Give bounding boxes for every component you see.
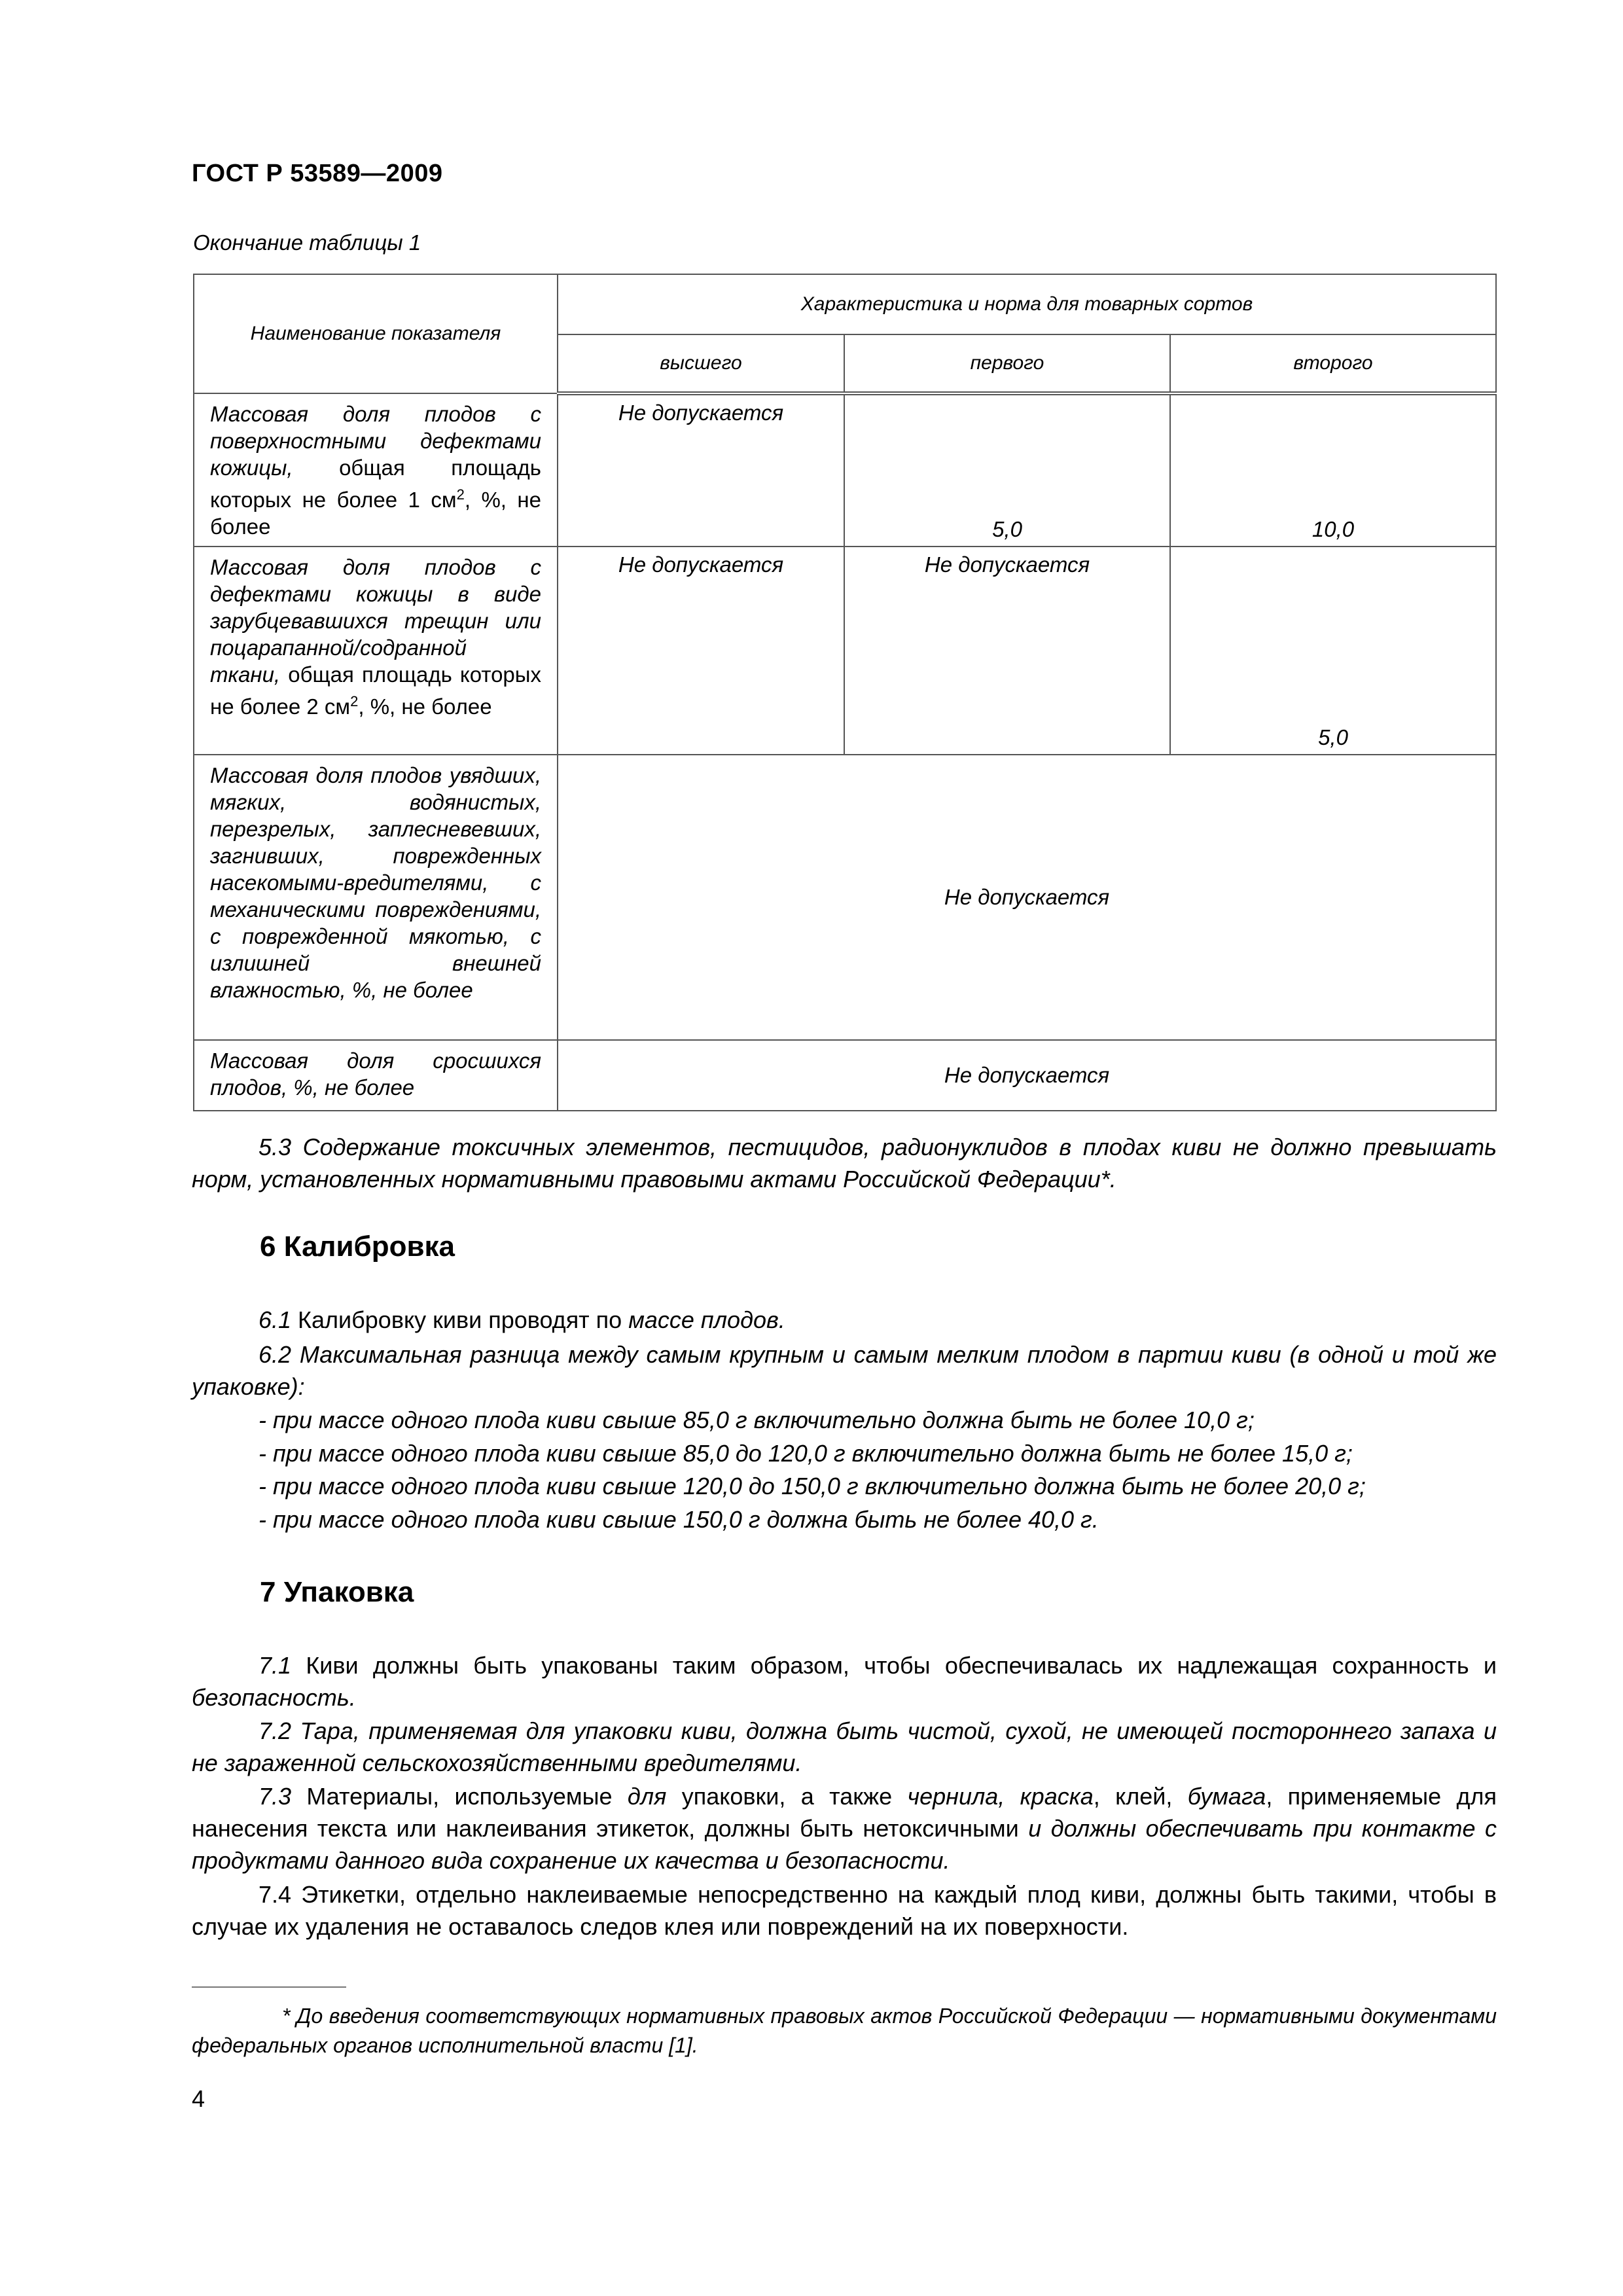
norm-cell: 10,0 (1170, 393, 1496, 547)
page-number: 4 (192, 2085, 205, 2112)
indicator-name: Массовая доля сросшихся плодов, %, не более (194, 1040, 558, 1111)
grade-header-second: второго (1170, 334, 1496, 393)
grade-header-premium: высшего (558, 334, 844, 393)
indicator-name: Массовая доля плодов увядших, мягких, водянистых, перезрелых, заплесневевших, загнивших, поврежденных насекомыми-вредителями, с механическими повреждениями, с поврежденной мякотью, с излишней внешней влажностью, %, не более (194, 755, 558, 1040)
table-row (194, 755, 1496, 1040)
norm-cell: Не допускается (558, 547, 844, 755)
table-row (194, 1040, 1496, 1111)
indicator-name: Массовая доля плодов с дефектами кожицы в виде зарубцевавшихся трещин или поцарапанной/содранной ткани, общая площадь которых не более 2 $см^2$, %, не более (194, 547, 558, 755)
norm-cell: 5,0 (844, 393, 1170, 547)
grade-header-first: первого (844, 334, 1170, 393)
indicator-name: Массовая доля плодов с поверхностными дефектами кожицы, общая площадь которых не более 1 $см^2$, %, не более (194, 393, 558, 547)
table-row (194, 547, 1496, 755)
column-group-header: Характеристика и норма для товарных сортов (558, 274, 1496, 334)
footnote: * До введения соответствующих нормативных правовых актов Российской Федерации — нормативными документами федеральных органов исполнительной власти [1]. (192, 2004, 1497, 2057)
norm-cell-merged: Не допускается (558, 755, 1496, 1040)
document-code: ГОСТ Р 53589—2009 (192, 160, 443, 187)
paragraph-7-2: 7.2 Тара, применяемая для упаковки киви, должна быть чистой, сухой, не имеющей постороннего запаха и не зараженной сельскохозяйственными вредителями. (192, 1717, 1497, 1776)
paragraph-6-2: 6.2 Максимальная разница между самым крупным и самым мелким плодом в партии киви (в одной и той же упаковке): (192, 1341, 1497, 1400)
table-caption: Окончание таблицы 1 (193, 230, 421, 255)
list-item: - при массе одного плода киви свыше 150,0 г должна быть не более 40,0 г. (259, 1506, 1099, 1533)
quality-norms-table (193, 274, 1497, 1111)
norm-cell-merged: Не допускается (558, 1040, 1496, 1111)
footnote-separator (192, 1986, 346, 1988)
list-item: - при массе одного плода киви свыше 120,0 до 150,0 г включительно должна быть не более 20,0 г; (259, 1473, 1366, 1499)
section-heading-packaging: 7 Упаковка (260, 1576, 414, 1608)
paragraph-7-4: 7.4 Этикетки, отдельно наклеиваемые непосредственно на каждый плод киви, должны быть такими, чтобы в случае их удаления не оставалось следов клея или повреждений на их поверхности. (192, 1881, 1497, 1940)
paragraph-5-3: 5.3 Содержание токсичных элементов, пестицидов, радионуклидов в плодах киви не должно превышать норм, установленных нормативными правовыми актами Российской Федерации*. (192, 1134, 1497, 1193)
paragraph-6-1: 6.1 Калибровку киви проводят по массе плодов. (259, 1306, 785, 1333)
paragraph-7-3: 7.3 Материалы, используемые для упаковки, а также чернила, краска, клей, бумага, применяемые для нанесения текста или наклеивания этикеток, должны быть нетоксичными и должны обеспечивать при контакте с продуктами данного вида сохранение их качества и безопасности. (192, 1783, 1497, 1874)
list-item: - при массе одного плода киви свыше 85,0 до 120,0 г включительно должна быть не более 15,0 г; (259, 1440, 1353, 1467)
norm-cell: Не допускается (844, 547, 1170, 755)
table-row (194, 393, 1496, 547)
list-item: - при массе одного плода киви свыше 85,0 г включительно должна быть не более 10,0 г; (259, 1407, 1255, 1433)
norm-cell: 5,0 (1170, 547, 1496, 755)
column-header-indicator: Наименование показателя (194, 274, 558, 393)
section-heading-calibration: 6 Калибровка (260, 1230, 455, 1263)
norm-cell: Не допускается (558, 393, 844, 547)
paragraph-7-1: 7.1 Киви должны быть упакованы таким образом, чтобы обеспечивалась их надлежащая сохранность и безопасность. (192, 1652, 1497, 1711)
